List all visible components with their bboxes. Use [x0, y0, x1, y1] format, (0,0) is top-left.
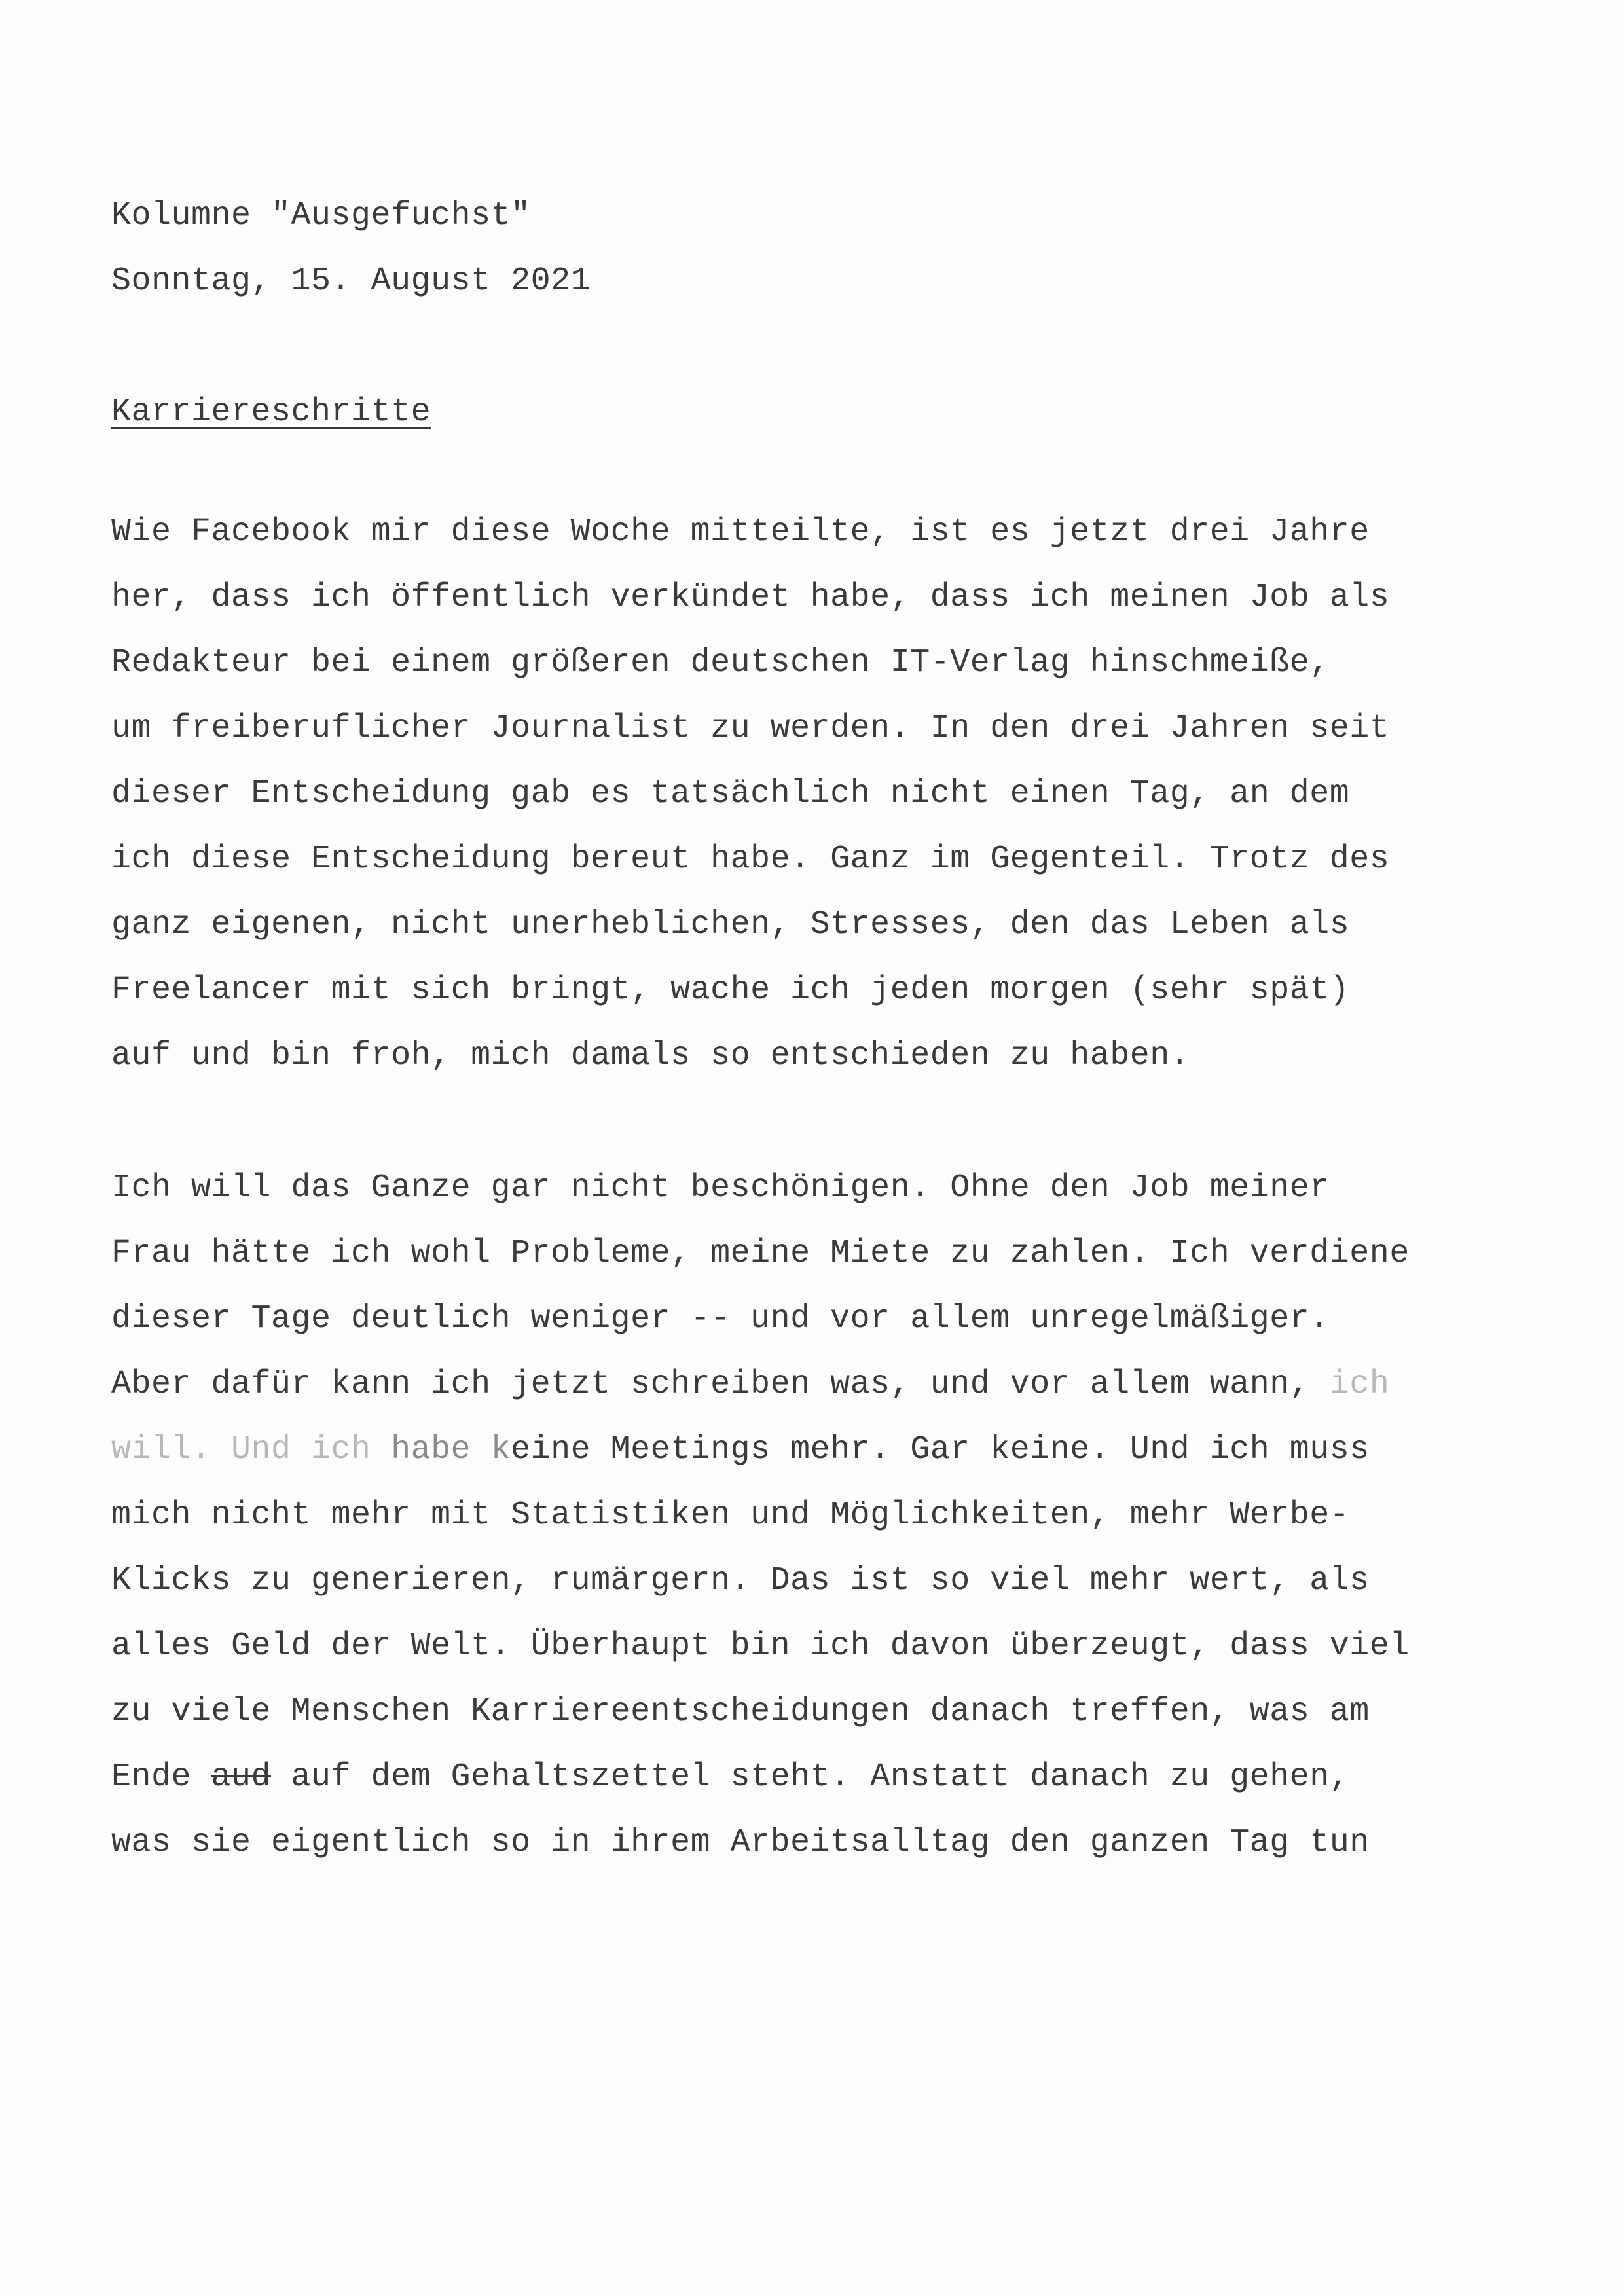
text-line: [111, 1430, 1370, 1470]
text-line: ich diese Entscheidung bereut habe. Ganz im Gegenteil. Trotz des: [111, 841, 1390, 878]
text-line: Frau hätte ich wohl Probleme, meine Miete zu zahlen. Ich verdiene: [111, 1235, 1410, 1272]
text-line: mich nicht mehr mit Statistiken und Möglichkeiten, mehr Werbe-: [111, 1497, 1350, 1534]
text-segment: Ende: [111, 1758, 211, 1796]
text-line: dieser Entscheidung gab es tatsächlich nicht einen Tag, an dem: [111, 775, 1350, 812]
text-line: Freelancer mit sich bringt, wache ich jeden morgen (sehr spät): [111, 972, 1350, 1009]
faded-text-segment: will. Und ich: [111, 1431, 392, 1468]
text-line: um freiberuflicher Journalist zu werden. In den drei Jahren seit: [111, 710, 1390, 747]
text-line: Wie Facebook mir diese Woche mitteilte, ist es jetzt drei Jahre: [111, 513, 1370, 551]
article-title: Karriereschritte: [111, 393, 431, 431]
text-line: alles Geld der Welt. Überhaupt bin ich davon überzeugt, dass viel: [111, 1628, 1410, 1665]
text-line: ganz eigenen, nicht unerheblichen, Stresses, den das Leben als: [111, 906, 1350, 943]
text-line: Redakteur bei einem größeren deutschen IT-Verlag hinschmeiße,: [111, 644, 1330, 682]
text-line: [111, 1365, 1389, 1404]
text-line: Ich will das Ganze gar nicht beschönigen. Ohne den Job meiner: [111, 1169, 1330, 1207]
text-line: Klicks zu generieren, rumärgern. Das ist so viel mehr wert, als: [111, 1562, 1370, 1599]
text-line: [111, 1758, 1349, 1797]
text-line: dieser Tage deutlich weniger -- und vor allem unregelmäßiger.: [111, 1300, 1330, 1338]
text-segment: auf dem Gehaltszettel steht. Anstatt danach zu gehen,: [271, 1758, 1350, 1796]
text-line: zu viele Menschen Karriereentscheidungen danach treffen, was am: [111, 1693, 1370, 1730]
struck-through-word: aud: [211, 1758, 272, 1796]
text-line: was sie eigentlich so in ihrem Arbeitsalltag den ganzen Tag tun: [111, 1824, 1370, 1861]
text-segment: Aber dafür kann ich jetzt schreiben was, und vor allem wann,: [111, 1366, 1330, 1403]
faded-text-segment: habe k: [391, 1431, 511, 1468]
column-name: Kolumne "Ausgefuchst": [111, 197, 531, 234]
faded-text-segment: ich: [1329, 1366, 1390, 1403]
text-line: auf und bin froh, mich damals so entschieden zu haben.: [111, 1037, 1190, 1074]
text-segment: eine Meetings mehr. Gar keine. Und ich muss: [511, 1431, 1370, 1468]
text-line: her, dass ich öffentlich verkündet habe, dass ich meinen Job als: [111, 579, 1390, 616]
column-date: Sonntag, 15. August 2021: [111, 263, 591, 300]
